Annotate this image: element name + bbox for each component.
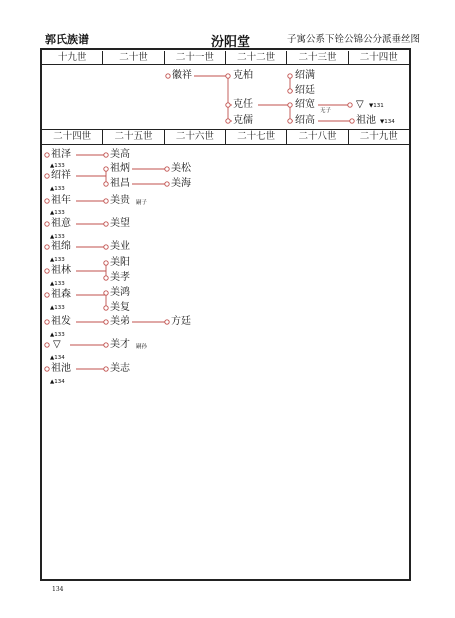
person-zuchi-2: 祖池	[51, 363, 71, 374]
gen-col-23: 二十三世	[287, 51, 348, 64]
person-zusen: 祖森	[51, 289, 71, 300]
gen-col-28: 二十八世	[287, 130, 348, 144]
person-shaogao: 绍高	[295, 115, 315, 126]
person-meixiao: 美孝	[110, 272, 130, 283]
person-keru: 克儒	[233, 115, 253, 126]
person-zuchi: 祖池	[356, 115, 376, 126]
gen-col-24b: 二十四世	[42, 130, 103, 144]
page-ref: ▲133	[50, 332, 65, 338]
person-meizhi: 美志	[110, 363, 130, 374]
page-ref: ▲133	[50, 186, 65, 192]
page-ref: ▲133	[50, 210, 65, 216]
person-meigui: 美贵	[110, 195, 130, 206]
person-zulin: 祖林	[51, 265, 71, 276]
gen-col-19: 十九世	[42, 51, 103, 64]
person-meiyang: 美阳	[110, 257, 130, 268]
person-meigao: 美高	[110, 149, 130, 160]
note-adopted-grandson: 嗣孙	[136, 344, 148, 350]
person-zuyi: 祖意	[51, 218, 71, 229]
page-ref: ▲134	[50, 379, 65, 385]
person-kebo: 克柏	[233, 70, 253, 81]
person-zumian: 祖绵	[51, 241, 71, 252]
person-keren: 克任	[233, 99, 253, 110]
person-meiye: 美业	[110, 241, 130, 252]
person-shaokuan: 绍宽	[295, 99, 315, 110]
person-fangting: 方廷	[171, 316, 191, 327]
page-ref: ▲133	[50, 305, 65, 311]
person-meihai: 美海	[171, 178, 191, 189]
person-meiwang: 美望	[110, 218, 130, 229]
person-meicai: 美才	[110, 339, 130, 350]
gen-col-26: 二十六世	[165, 130, 226, 144]
gen-col-24: 二十四世	[359, 52, 398, 63]
gen-col-29: 二十九世	[359, 131, 398, 142]
person-shaoman: 绍满	[295, 70, 315, 81]
person-meifu: 美复	[110, 302, 130, 313]
page-ref: ▲133	[50, 257, 65, 263]
gen-col-22: 二十二世	[226, 51, 287, 64]
page-ref: ▲133	[50, 234, 65, 240]
person-shaoting: 绍廷	[295, 85, 315, 96]
person-shaoxiang: 绍祥	[51, 170, 71, 181]
gen-col-21: 二十一世	[165, 51, 226, 64]
person-zunian: 祖年	[51, 195, 71, 206]
page-ref: ▲133	[50, 281, 65, 287]
page-ref: ▲133	[50, 163, 65, 169]
person-meidi: 美弟	[110, 316, 130, 327]
book-title: 郭氏族谱	[45, 33, 89, 46]
gen-col-25: 二十五世	[103, 130, 164, 144]
person-zuchang: 祖昌	[110, 178, 130, 189]
page-ref: ▼131	[369, 103, 384, 109]
gen-col-27: 二十七世	[226, 130, 287, 144]
person-meihong: 美鸿	[110, 287, 130, 298]
page-ref: ▲134	[50, 355, 65, 361]
hall-name: 汾阳堂	[211, 35, 251, 50]
page-ref: ▼134	[380, 119, 395, 125]
person-zuze: 祖泽	[51, 149, 71, 160]
chart-title: 子寓公系下铨公锦公分派垂丝图	[287, 34, 421, 45]
note-no-son: 无子	[320, 108, 332, 114]
triangle-down-icon: ▽	[53, 339, 61, 350]
person-zubing: 祖炳	[110, 163, 130, 174]
person-huixiang: 徽祥	[172, 70, 192, 81]
person-meisong: 美松	[171, 163, 191, 174]
page-number: 134	[52, 586, 64, 593]
gen-col-20: 二十世	[103, 51, 164, 64]
triangle-down-icon: ▽	[356, 99, 364, 110]
note-adopted-son: 嗣子	[136, 200, 148, 206]
person-zufa: 祖发	[51, 316, 71, 327]
